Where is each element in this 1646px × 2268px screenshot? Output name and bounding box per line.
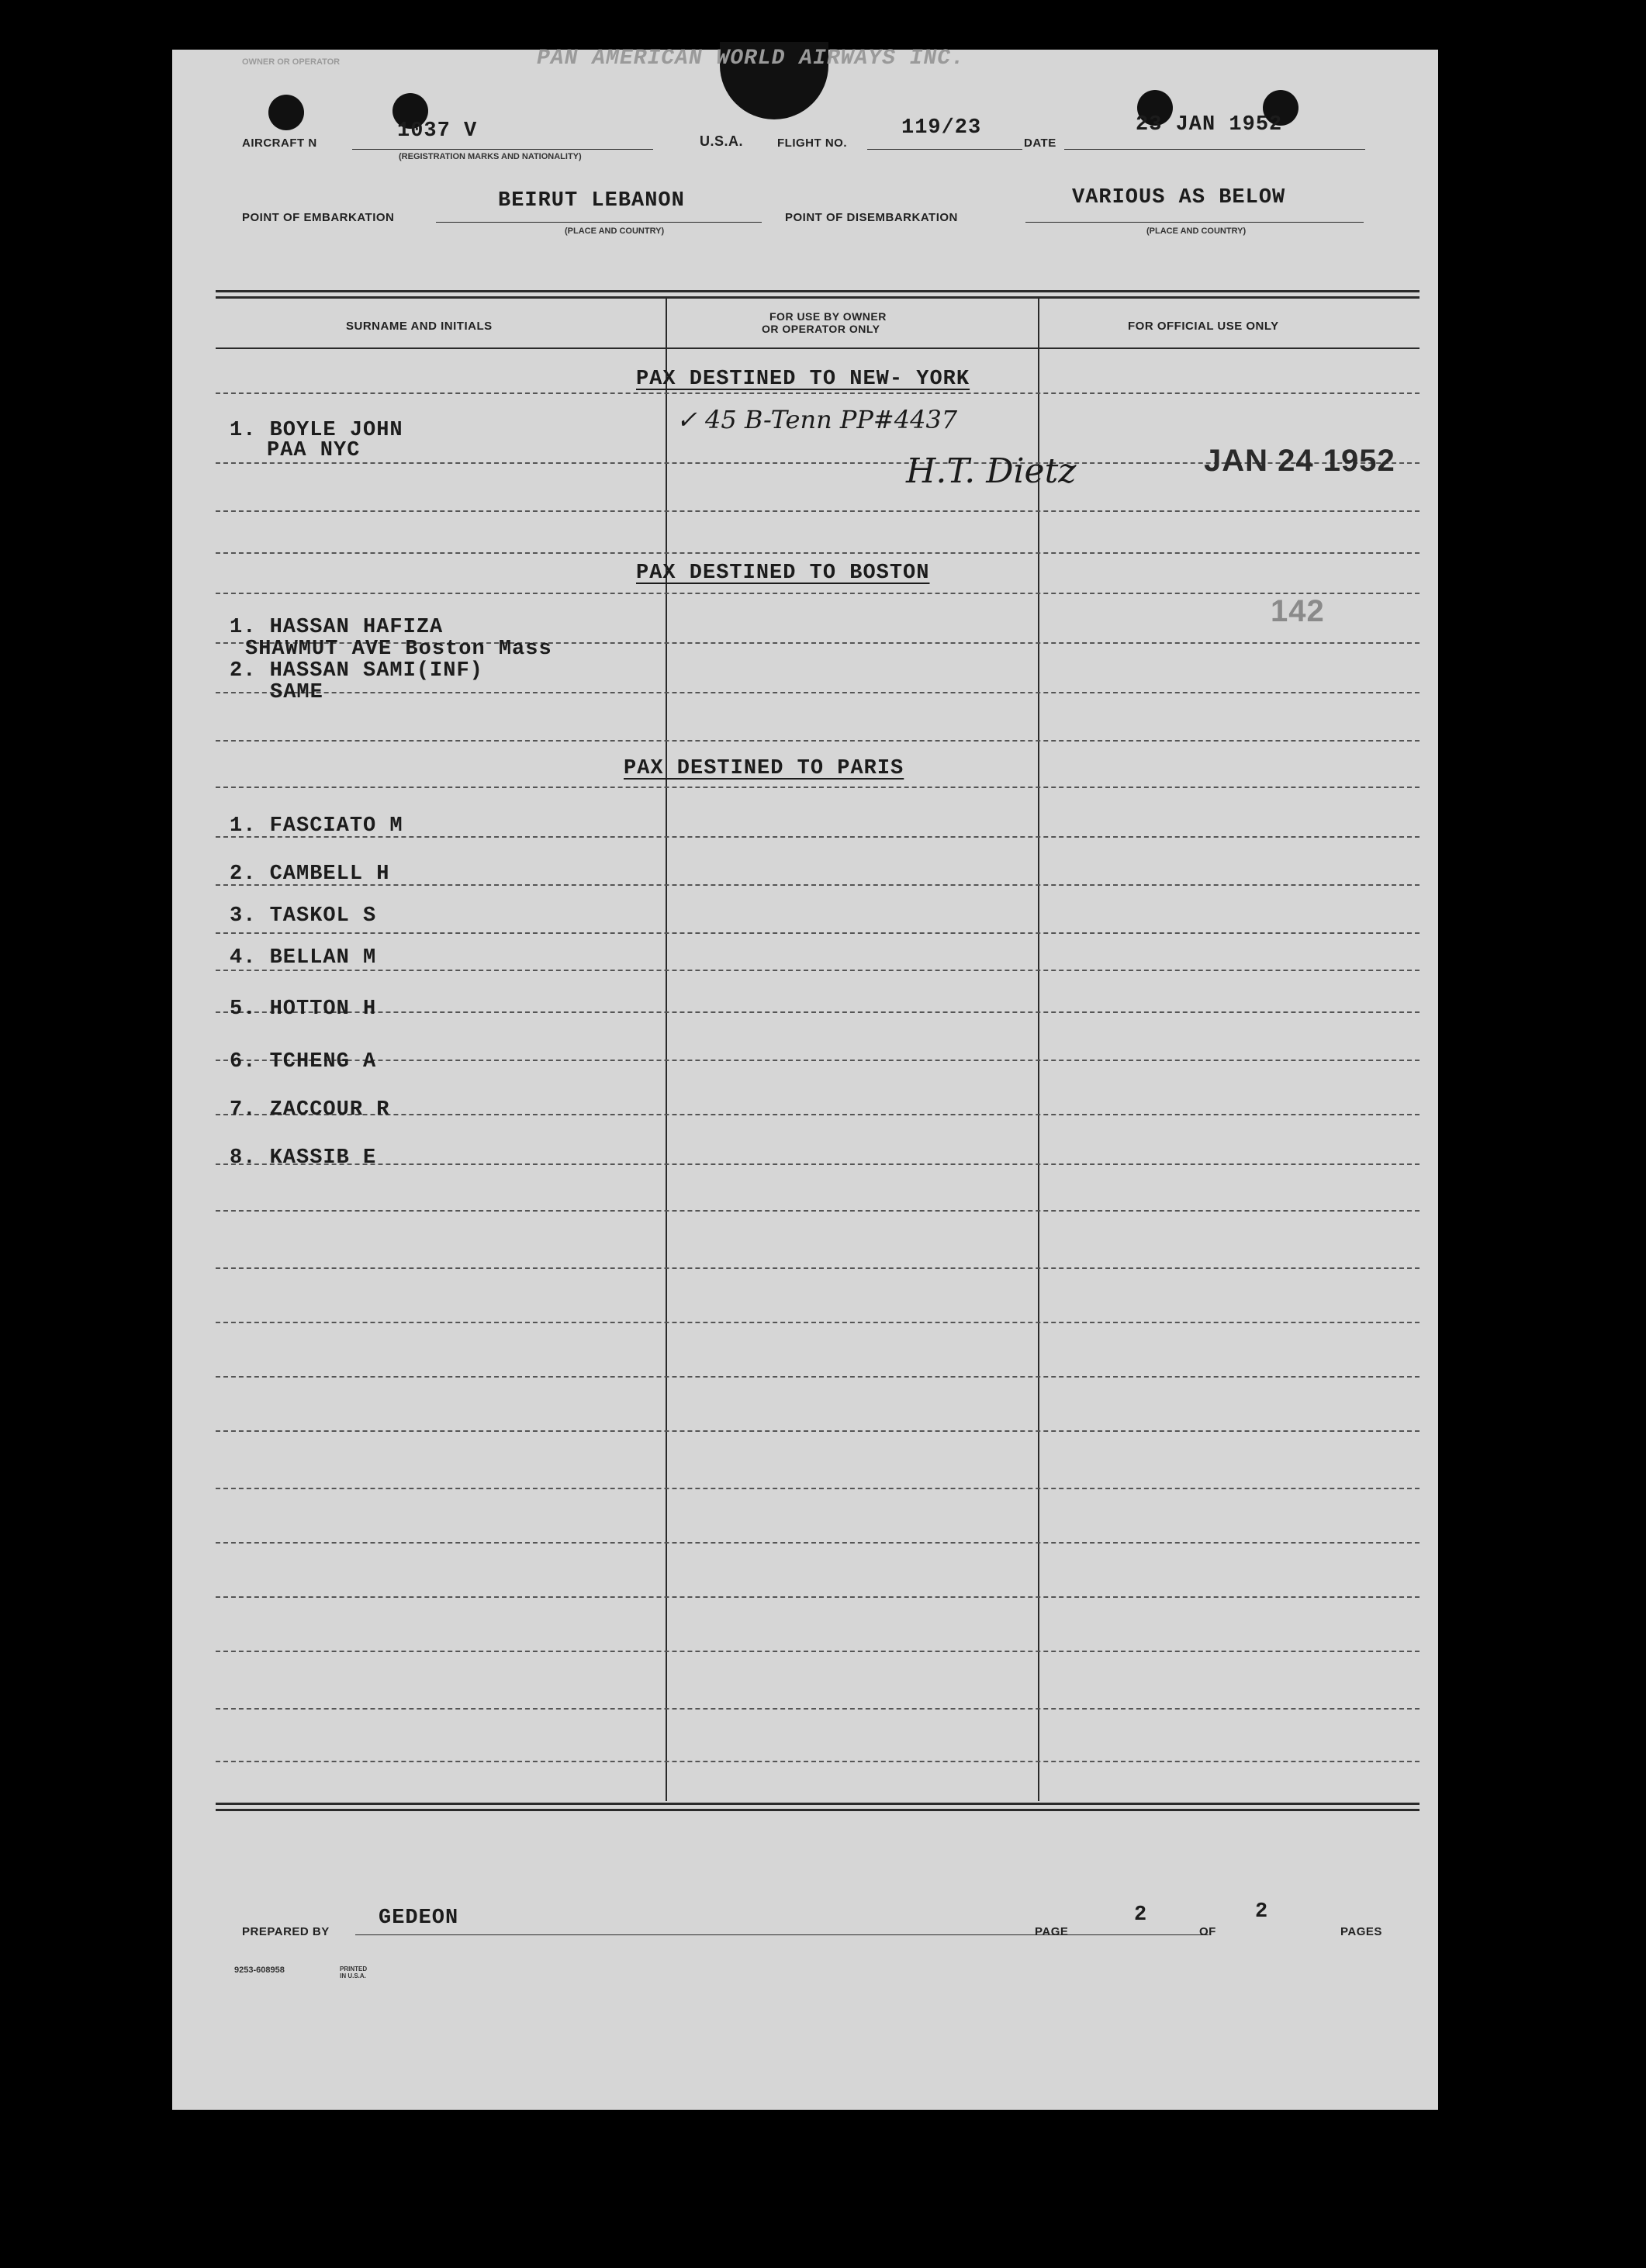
manifest-sheet xyxy=(172,47,1438,2110)
row-line xyxy=(216,1011,1420,1013)
passenger-detail: PAA NYC xyxy=(267,439,361,462)
embark-underline xyxy=(436,222,762,223)
row-line xyxy=(216,1322,1420,1323)
prepared-value: GEDEON xyxy=(379,1907,459,1930)
operator-label: OWNER OR OPERATOR xyxy=(242,57,341,67)
date-stamp: JAN 24 1952 xyxy=(1204,444,1395,478)
form-number: 9253-608958 xyxy=(234,1965,285,1975)
row-line xyxy=(216,884,1420,886)
stamp-number: 142 xyxy=(1271,594,1325,628)
column-divider xyxy=(1038,296,1039,1801)
aircraft-sublabel: (REGISTRATION MARKS AND NATIONALITY) xyxy=(399,152,582,161)
embark-label: POINT OF EMBARKATION xyxy=(242,211,395,224)
embark-value: BEIRUT LEBANON xyxy=(498,189,685,213)
flight-value: 119/23 xyxy=(901,116,982,140)
row-line xyxy=(216,1708,1420,1710)
date-label: DATE xyxy=(1024,137,1056,150)
embark-sublabel: (PLACE AND COUNTRY) xyxy=(565,226,665,236)
section-heading-boston: PAX DESTINED TO BOSTON xyxy=(636,562,930,585)
usa-label: U.S.A. xyxy=(700,133,744,149)
passenger-entry: 6. TCHENG A xyxy=(230,1050,377,1073)
date-value: 23 JAN 1952 xyxy=(1136,113,1283,137)
table-top-rule xyxy=(216,290,1420,292)
col-official-header: FOR OFFICIAL USE ONLY xyxy=(1128,320,1279,333)
row-line xyxy=(216,932,1420,934)
aircraft-label: AIRCRAFT N xyxy=(242,137,317,150)
prepared-label: PREPARED BY xyxy=(242,1925,330,1938)
disembark-sublabel: (PLACE AND COUNTRY) xyxy=(1146,226,1247,236)
aircraft-value: 1037 V xyxy=(397,119,478,143)
row-line xyxy=(216,1210,1420,1212)
passenger-entry: 7. ZACCOUR R xyxy=(230,1098,390,1122)
table-top-rule xyxy=(216,296,1420,299)
disembark-value: VARIOUS AS BELOW xyxy=(1072,186,1286,209)
col-surname-header: SURNAME AND INITIALS xyxy=(346,320,493,333)
row-line xyxy=(216,787,1420,788)
passenger-entry: 1. HASSAN HAFIZA xyxy=(230,616,444,639)
of-label: OF xyxy=(1199,1925,1216,1938)
passenger-entry: 1. BOYLE JOHN xyxy=(230,419,403,442)
punch-hole xyxy=(268,95,304,130)
col-owner-header-2: OR OPERATOR ONLY xyxy=(762,323,880,335)
table-bottom-rule xyxy=(216,1803,1420,1805)
page-value: 2 xyxy=(1134,1903,1148,1927)
disembark-underline xyxy=(1025,222,1364,223)
flight-label: FLIGHT NO. xyxy=(777,137,847,150)
row-line xyxy=(216,392,1420,394)
handwritten-annotation: ✓ 45 B-Tenn PP#4437 xyxy=(676,405,958,434)
row-line xyxy=(216,1761,1420,1762)
row-line xyxy=(216,1430,1420,1432)
handwritten-signature: H.T. Dietz xyxy=(906,451,1077,491)
row-line xyxy=(216,1488,1420,1489)
section-heading-new-york: PAX DESTINED TO NEW- YORK xyxy=(636,368,970,391)
printed-label: PRINTED IN U.S.A. xyxy=(340,1965,368,1979)
passenger-entry: 5. HOTTON H xyxy=(230,997,377,1021)
row-line xyxy=(216,1267,1420,1269)
passenger-entry: 1. FASCIATO M xyxy=(230,814,403,838)
passenger-entry: 2. CAMBELL H xyxy=(230,863,390,886)
date-underline xyxy=(1064,149,1365,150)
row-line xyxy=(216,1596,1420,1598)
passenger-entry: 2. HASSAN SAMI(INF) xyxy=(230,659,483,683)
table-header-rule xyxy=(216,347,1420,349)
prepared-underline xyxy=(355,1934,1209,1935)
passenger-detail: SAME xyxy=(270,681,323,704)
of-value: 2 xyxy=(1255,1900,1269,1924)
row-line xyxy=(216,692,1420,693)
page-label: PAGE xyxy=(1035,1925,1069,1938)
operator-value: PAN AMERICAN WORLD AIRWAYS INC. xyxy=(537,47,965,71)
pages-label: PAGES xyxy=(1340,1925,1382,1938)
row-line xyxy=(216,593,1420,594)
col-owner-header-1: FOR USE BY OWNER xyxy=(769,310,887,323)
row-line xyxy=(216,1542,1420,1544)
row-line xyxy=(216,1060,1420,1061)
row-line xyxy=(216,552,1420,554)
row-line xyxy=(216,1651,1420,1652)
row-line xyxy=(216,1163,1420,1165)
flight-underline xyxy=(867,149,1022,150)
disembark-label: POINT OF DISEMBARKATION xyxy=(785,211,958,224)
section-heading-paris: PAX DESTINED TO PARIS xyxy=(624,757,904,780)
row-line xyxy=(216,740,1420,742)
row-line xyxy=(216,1376,1420,1378)
row-line xyxy=(216,510,1420,512)
row-line xyxy=(216,1114,1420,1115)
passenger-entry: 4. BELLAN M xyxy=(230,946,377,970)
passenger-entry: 3. TASKOL S xyxy=(230,904,377,928)
table-bottom-rule xyxy=(216,1809,1420,1811)
passenger-detail: SHAWMUT AVE Boston Mass xyxy=(245,638,552,661)
column-divider xyxy=(666,296,667,1801)
row-line xyxy=(216,970,1420,971)
passenger-entry: 8. KASSIB E xyxy=(230,1146,377,1170)
aircraft-underline xyxy=(352,149,653,150)
